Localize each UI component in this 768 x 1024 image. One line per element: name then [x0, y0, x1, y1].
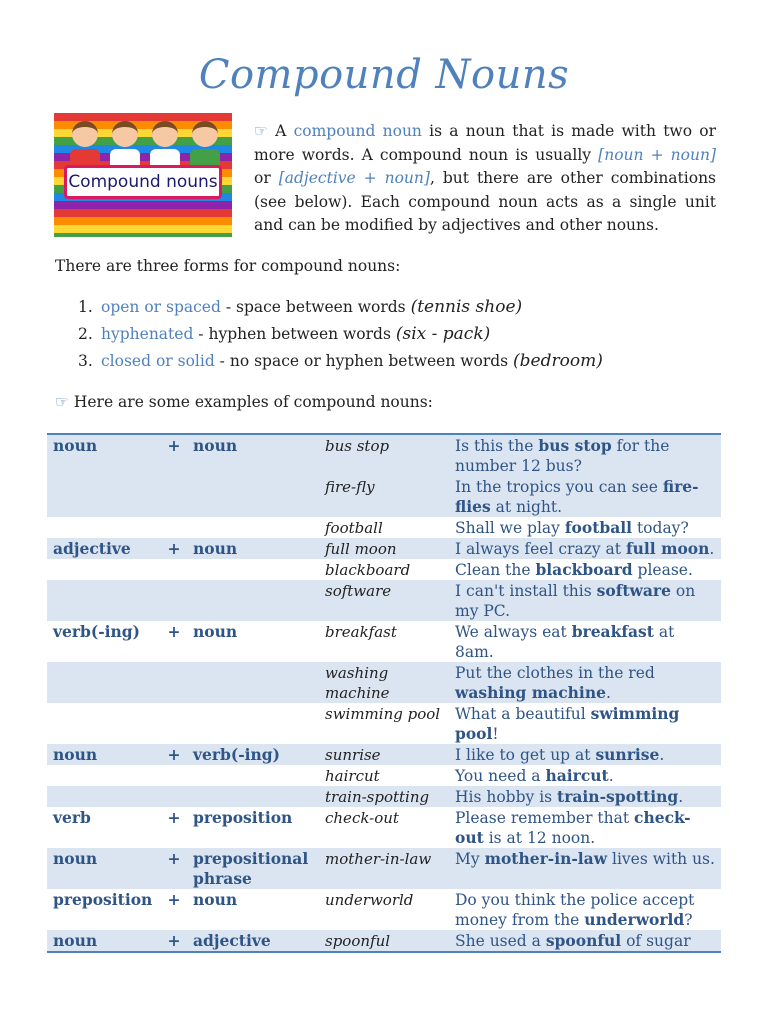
sentence-text: Shall we play	[455, 519, 565, 537]
highlighted-compound: train-spotting	[557, 787, 679, 806]
sentence-cell	[449, 765, 721, 786]
second-part-cell	[187, 662, 319, 703]
plus-cell	[161, 517, 187, 538]
examples-heading: ☞ Here are some examples of compound nouns:	[55, 393, 433, 411]
second-part-cell	[187, 559, 319, 580]
second-part-cell	[187, 517, 319, 538]
second-part-cell: verb(-ing)	[187, 744, 319, 765]
plus-cell: +	[161, 744, 187, 765]
sentence-text: I like to get up at	[455, 746, 596, 764]
example-cell: swimming pool	[325, 705, 441, 723]
sentence-cell	[449, 580, 721, 621]
plus-cell: +	[161, 930, 187, 952]
example-cell: bus stop	[319, 434, 449, 476]
first-part-cell: verb	[53, 808, 91, 827]
compound-nouns-banner-image	[54, 113, 232, 237]
table-row	[47, 580, 721, 621]
compound-nouns-table	[47, 433, 721, 953]
sentence-text: In the tropics you can see	[455, 478, 663, 496]
sentence-text: ?	[684, 911, 693, 929]
pointing-hand-icon: ☞	[254, 122, 268, 140]
sentence-text: Put the clothes in the red	[455, 664, 655, 682]
table-row	[47, 621, 721, 662]
sentence-cell	[449, 538, 721, 559]
sentence-cell	[449, 621, 721, 662]
forms-heading: There are three forms for compound nouns:	[55, 257, 401, 275]
page-title: Compound Nouns	[198, 52, 570, 98]
example-cell: train-spotting	[319, 786, 449, 807]
table-row	[47, 476, 721, 517]
plus-cell: +	[167, 622, 181, 641]
first-part-cell	[47, 786, 161, 807]
second-part-cell	[187, 476, 319, 517]
intro-term: compound noun	[293, 122, 422, 140]
first-part-cell: noun	[47, 848, 161, 889]
example-cell: washing machine	[319, 662, 449, 703]
highlighted-compound: software	[596, 581, 671, 600]
sentence-text: !	[492, 725, 499, 743]
example-cell: underworld	[325, 891, 414, 909]
highlighted-compound: mother-in-law	[484, 849, 608, 868]
table-row	[47, 662, 721, 703]
first-part-cell	[47, 765, 161, 786]
first-part-cell: verb(-ing)	[53, 622, 140, 641]
second-part-cell	[187, 703, 319, 744]
highlighted-compound: breakfast	[571, 622, 654, 641]
plus-cell	[161, 662, 187, 703]
sentence-text: Please remember that	[455, 809, 635, 827]
sentence-cell	[449, 744, 721, 765]
table-row	[47, 434, 721, 476]
second-part-cell	[187, 765, 319, 786]
first-part-cell	[47, 476, 161, 517]
sentence-text: What a beautiful	[455, 705, 591, 723]
plus-cell	[161, 580, 187, 621]
example-cell: sunrise	[319, 744, 449, 765]
highlighted-compound: blackboard	[535, 560, 633, 579]
second-part-cell: noun	[187, 434, 319, 476]
highlighted-compound: sunrise	[595, 745, 660, 764]
sentence-text: today?	[632, 519, 689, 537]
plus-cell: +	[161, 434, 187, 476]
sentence-text: She used a	[455, 932, 546, 950]
table-row	[47, 848, 721, 889]
sentence-cell	[449, 476, 721, 517]
intro-form-2: [adjective + noun]	[278, 169, 430, 187]
sentence-text: at 8am.	[455, 623, 675, 661]
sentence-text: .	[608, 767, 614, 785]
sentence-text: lives with us.	[607, 850, 715, 868]
sentence-text: I always feel crazy at	[455, 540, 626, 558]
sentence-text: please.	[632, 561, 693, 579]
plus-cell	[161, 786, 187, 807]
example-cell: blackboard	[325, 561, 411, 579]
first-part-cell	[47, 580, 161, 621]
table-row	[47, 559, 721, 580]
example-cell: spoonful	[319, 930, 449, 952]
highlighted-compound: full moon	[625, 539, 710, 558]
first-part-cell: noun	[47, 930, 161, 952]
sentence-text: of sugar	[621, 932, 691, 950]
highlighted-compound: swimming pool	[455, 704, 680, 743]
plus-cell: +	[167, 808, 181, 827]
banner-sign: Compound nouns	[64, 165, 222, 199]
sentence-cell	[449, 786, 721, 807]
example-cell: haircut	[325, 767, 380, 785]
first-part-cell	[47, 517, 161, 538]
example-cell: full moon	[319, 538, 449, 559]
example-cell: mother-in-law	[319, 848, 449, 889]
first-part-cell	[47, 559, 161, 580]
second-part-cell: noun	[193, 890, 238, 909]
table-row	[47, 930, 721, 952]
first-part-cell: noun	[47, 744, 161, 765]
sentence-cell	[449, 889, 721, 930]
example-cell: fire-fly	[319, 476, 449, 517]
sentence-cell	[449, 559, 721, 580]
highlighted-compound: haircut	[545, 766, 609, 785]
sentence-cell	[449, 848, 721, 889]
plus-cell: +	[161, 538, 187, 559]
sentence-text: You need a	[455, 767, 546, 785]
plus-cell	[161, 559, 187, 580]
plus-cell	[161, 476, 187, 517]
table-row	[47, 517, 721, 538]
sentence-cell	[449, 434, 721, 476]
table-row	[47, 703, 721, 744]
sentence-text: .	[605, 684, 611, 702]
second-part-cell: noun	[193, 622, 238, 641]
first-part-cell: noun	[47, 434, 161, 476]
plus-cell	[161, 703, 187, 744]
sentence-text: My	[455, 850, 485, 868]
first-part-cell: adjective	[47, 538, 161, 559]
table-row	[47, 744, 721, 765]
sentence-text: I can't install this	[455, 582, 597, 600]
sentence-text: Clean the	[455, 561, 536, 579]
sentence-cell	[449, 703, 721, 744]
table-row	[47, 538, 721, 559]
intro-form-1: [noun + noun]	[598, 145, 717, 164]
sentence-text: at night.	[490, 498, 563, 516]
sentence-text: for the number 12 bus?	[455, 437, 670, 475]
sentence-text: Is this the	[455, 437, 539, 455]
list-item: 1. open or spaced - space between words (tennis shoe)	[78, 297, 523, 317]
example-cell: football	[325, 519, 383, 537]
sentence-cell	[449, 517, 721, 538]
highlighted-compound: spoonful	[545, 931, 622, 950]
example-cell: check-out	[325, 809, 399, 827]
sentence-cell	[449, 807, 721, 848]
highlighted-compound: football	[564, 518, 633, 537]
table-row	[47, 765, 721, 786]
sentence-cell	[449, 662, 721, 703]
sentence-text: .	[709, 540, 715, 558]
plus-cell: +	[161, 848, 187, 889]
forms-list	[78, 294, 603, 375]
example-cell: breakfast	[325, 623, 397, 641]
sentence-text: His hobby is	[455, 788, 558, 806]
highlighted-compound: fire-flies	[455, 477, 699, 516]
second-part-cell: preposition	[193, 808, 293, 827]
sentence-text: We always eat	[455, 623, 572, 641]
sentence-text: on my PC.	[455, 582, 696, 620]
plus-cell: +	[167, 890, 181, 909]
second-part-cell: adjective	[187, 930, 319, 952]
sentence-cell	[449, 930, 721, 952]
intro-paragraph: ☞ A compound noun is a noun that is made with two or more words. A compound noun is usually [noun + noun] or [adjective + noun], but there are other combinations (see below). Each compound noun acts as a single unit and can be modified by adjectives and other nouns.	[254, 122, 717, 234]
plus-cell	[161, 765, 187, 786]
list-item: 3. closed or solid - no space or hyphen between words (bedroom)	[78, 351, 603, 371]
second-part-cell	[187, 786, 319, 807]
highlighted-compound: underworld	[584, 910, 685, 929]
example-cell: software	[319, 580, 449, 621]
sentence-text: .	[659, 746, 665, 764]
sentence-text: is at 12 noon.	[483, 829, 596, 847]
highlighted-compound: check-out	[455, 808, 691, 847]
second-part-cell	[187, 580, 319, 621]
first-part-cell	[47, 703, 161, 744]
sentence-text: .	[678, 788, 684, 806]
first-part-cell: preposition	[53, 890, 153, 909]
second-part-cell: prepositional phrase	[187, 848, 319, 889]
list-item: 2. hyphenated - hyphen between words (six - pack)	[78, 324, 491, 344]
second-part-cell: noun	[187, 538, 319, 559]
table-row	[47, 889, 721, 930]
pointing-hand-icon: ☞	[55, 393, 69, 411]
first-part-cell	[47, 662, 161, 703]
highlighted-compound: bus stop	[538, 436, 612, 455]
table-row	[47, 807, 721, 848]
highlighted-compound: washing machine	[455, 683, 606, 702]
sentence-text: Do you think the police accept money from the	[455, 891, 695, 929]
table-row	[47, 786, 721, 807]
